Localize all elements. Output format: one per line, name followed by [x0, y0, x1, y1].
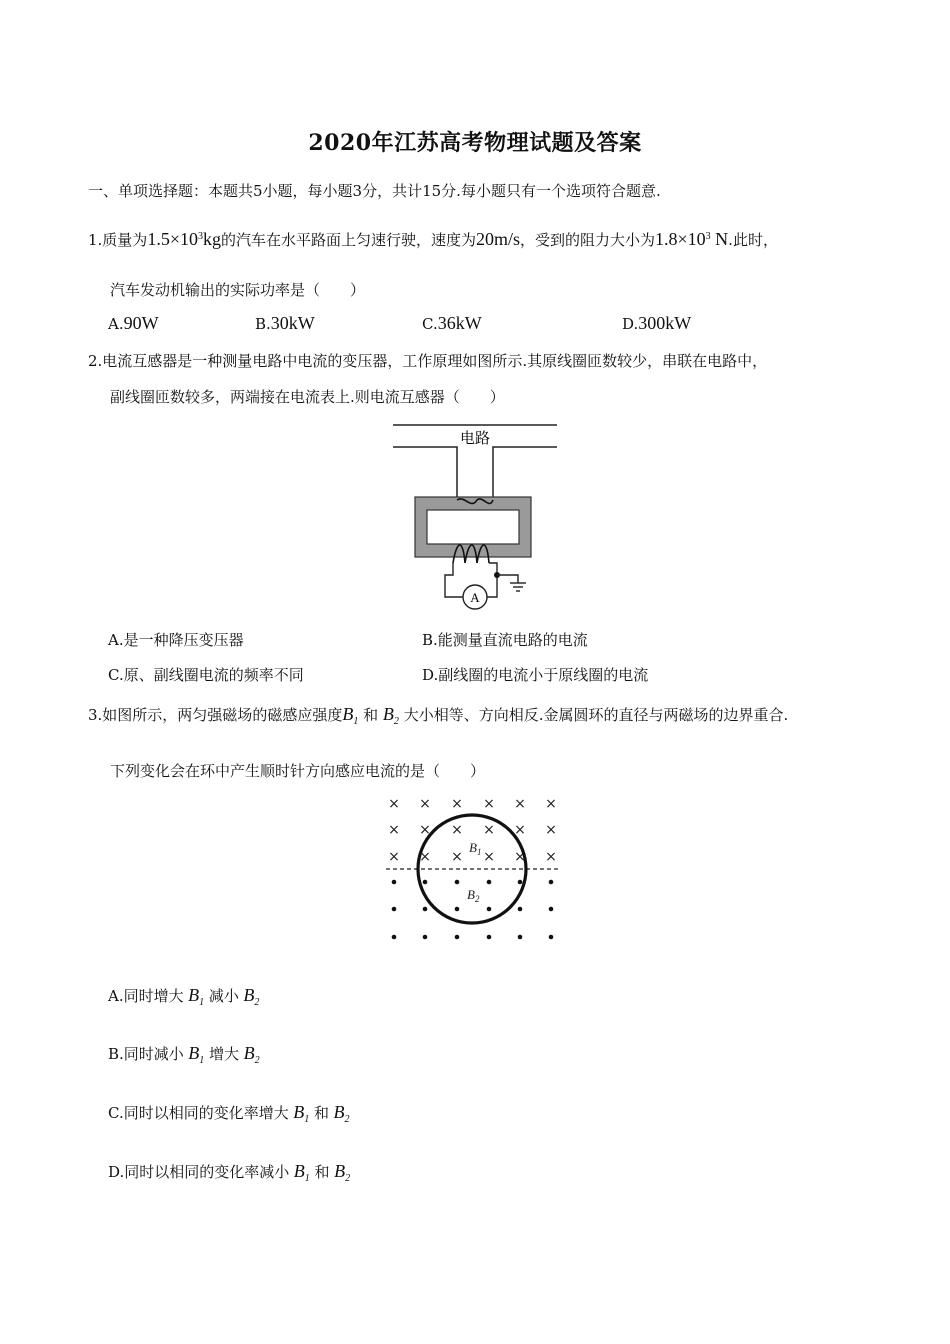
q3-b1-symbol: B [342, 704, 354, 724]
q2-option-a: A.是一种降压变压器 [108, 631, 244, 649]
q3-option-d-b1-sub: 1 [304, 1173, 310, 1184]
q3-option-a [108, 984, 259, 1014]
q2-option-b: B.能测量直流电路的电流 [422, 631, 588, 649]
q1-option-d-value: 300kW [638, 313, 692, 333]
svg-text:×: × [451, 849, 463, 865]
q3-option-a-text: A.同时增大 [108, 987, 184, 1005]
question-3-line-1 [88, 703, 788, 733]
q1-force [655, 229, 728, 249]
q3-option-d-text: D.同时以相同的变化率减小 [108, 1163, 290, 1181]
q3-option-a-b1-symbol: B [188, 985, 200, 1005]
q3-b2-sub: 2 [393, 716, 399, 727]
svg-text:×: × [545, 796, 557, 812]
q1-option-c [422, 312, 482, 335]
q3-option-b-b1 [184, 1043, 205, 1066]
q1-option-c-letter: C. [422, 315, 438, 333]
q3-option-d-mid: 和 [314, 1163, 330, 1181]
magnetic-field-figure [380, 792, 565, 947]
ring-label-b2-symbol: B [467, 887, 475, 902]
ring-label-b1-symbol: B [469, 840, 477, 855]
svg-text:×: × [514, 822, 526, 838]
svg-text:×: × [388, 822, 400, 838]
svg-text:×: × [545, 849, 557, 865]
question-1-line-2: 汽车发动机输出的实际功率是（ ） [110, 281, 366, 299]
q3-option-c [108, 1101, 350, 1131]
q3-prefix: 3.如图所示，两匀强磁场的磁感应强度 [88, 706, 343, 724]
q1-option-a [108, 312, 159, 335]
svg-text:×: × [483, 822, 495, 838]
svg-text:×: × [514, 849, 526, 865]
q1-prefix: 1.质量为 [88, 231, 148, 249]
q3-and: 和 [363, 706, 379, 724]
q1-option-b [255, 312, 315, 335]
q3-option-d-b2 [330, 1161, 351, 1184]
q1-mass-base: 1.5×10 [147, 229, 198, 249]
question-1-line-1 [88, 226, 778, 251]
svg-text:×: × [483, 849, 495, 865]
q1-option-b-value: 30kW [270, 313, 315, 333]
q3-option-c-b2-sub: 2 [344, 1114, 350, 1125]
q3-option-b-b2-sub: 2 [254, 1055, 260, 1066]
q1-option-a-value: 90W [123, 313, 159, 333]
ring-label-b2-sub: 2 [474, 894, 480, 904]
q3-option-a-b2 [239, 985, 260, 1008]
q1-option-d-letter: D. [622, 315, 639, 333]
q3-option-b [108, 1042, 260, 1072]
q1-mass [147, 229, 221, 249]
secondary-left-lead [445, 563, 463, 597]
q3-b1-sub: 1 [353, 716, 359, 727]
q1-force-exp: 3 [705, 231, 711, 242]
secondary-right-lead [487, 563, 497, 597]
q3-option-c-b1 [289, 1102, 310, 1125]
svg-text:×: × [451, 796, 463, 812]
ground-wire [497, 575, 518, 583]
q3-option-b-b2-symbol: B [243, 1043, 255, 1063]
q3-option-a-b1 [184, 985, 205, 1008]
q3-b2-symbol: B [382, 704, 394, 724]
ammeter-label: A [470, 590, 480, 605]
question-3-line-2: 下列变化会在环中产生顺时针方向感应电流的是（ ） [110, 762, 486, 780]
q1-force-unit: N [710, 229, 729, 249]
q3-option-d-b2-symbol: B [334, 1161, 346, 1181]
q3-b2 [382, 704, 399, 727]
q3-option-c-text: C.同时以相同的变化率增大 [108, 1104, 289, 1122]
svg-text:×: × [388, 849, 400, 865]
circuit-label: 电路 [459, 429, 491, 447]
svg-text:×: × [419, 849, 431, 865]
question-2-line-1: 2.电流互感器是一种测量电路中电流的变压器，工作原理如图所示.其原线圈匝数较少，串联在电路中， [88, 352, 768, 370]
q1-mid1: 的汽车在水平路面上匀速行驶，速度为 [220, 231, 476, 249]
ring-label-b2 [467, 887, 480, 904]
q3-option-d-b1-symbol: B [293, 1161, 305, 1181]
q1-mass-exp: 3 [197, 231, 203, 242]
svg-text:×: × [545, 822, 557, 838]
q2-option-c: C.原、副线圈电流的频率不同 [108, 666, 304, 684]
svg-text:×: × [483, 796, 495, 812]
q3-b1 [342, 704, 359, 727]
q1-mid2: ，受到的阻力大小为 [520, 231, 656, 249]
q3-option-d-b1 [289, 1161, 310, 1184]
q3-option-d [108, 1160, 350, 1190]
q1-force-base: 1.8×10 [655, 229, 706, 249]
svg-text:×: × [388, 796, 400, 812]
section-heading [88, 180, 661, 202]
q3-option-b-b1-sub: 1 [199, 1055, 205, 1066]
q3-option-a-b1-sub: 1 [199, 997, 205, 1008]
q3-option-a-b2-symbol: B [243, 985, 255, 1005]
q3-option-b-text: B.同时减小 [108, 1045, 184, 1063]
q3-option-d-b2-sub: 2 [345, 1173, 351, 1184]
q3-option-c-b2 [329, 1102, 350, 1125]
ring-label-b1 [469, 840, 481, 857]
svg-text:×: × [451, 822, 463, 838]
q3-option-c-b1-symbol: B [293, 1102, 305, 1122]
q3-suffix: 大小相等、方向相反.金属圆环的直径与两磁场的边界重合. [403, 706, 789, 724]
q3-option-b-b2 [239, 1043, 260, 1066]
q1-option-c-value: 36kW [437, 313, 482, 333]
circuit-right-wire [493, 447, 557, 500]
ring-label-b1-sub: 1 [476, 847, 482, 857]
q3-option-b-mid: 增大 [209, 1045, 240, 1063]
svg-text:×: × [419, 822, 431, 838]
q3-option-c-b2-symbol: B [333, 1102, 345, 1122]
q1-end: .此时， [728, 231, 778, 249]
q1-option-b-letter: B. [255, 315, 271, 333]
q1-speed: 20m/s [475, 229, 520, 249]
q3-option-b-b1-symbol: B [188, 1043, 200, 1063]
q1-option-d [622, 312, 691, 335]
q1-mass-unit: kg [202, 229, 221, 249]
q1-option-a-letter: A. [108, 315, 124, 333]
q3-option-a-b2-sub: 2 [254, 997, 260, 1008]
q3-option-c-b1-sub: 1 [304, 1114, 310, 1125]
question-2-line-2: 副线圈匝数较多，两端接在电流表上.则电流互感器（ ） [110, 388, 505, 406]
q3-option-c-mid: 和 [314, 1104, 330, 1122]
svg-text:×: × [419, 796, 431, 812]
core-window [427, 510, 519, 544]
q3-option-a-mid: 减小 [208, 987, 239, 1005]
svg-text:×: × [514, 796, 526, 812]
section-heading-text: 一、单项选择题：本题共5小题，每小题3分，共计15分.每小题只有一个选项符合题意. [88, 182, 661, 200]
q2-option-d: D.副线圈的电流小于原线圈的电流 [422, 666, 649, 684]
transformer-figure [385, 415, 565, 615]
circuit-left-wire [393, 447, 457, 500]
page-title: 2020年江苏高考物理试题及答案 [308, 130, 642, 156]
